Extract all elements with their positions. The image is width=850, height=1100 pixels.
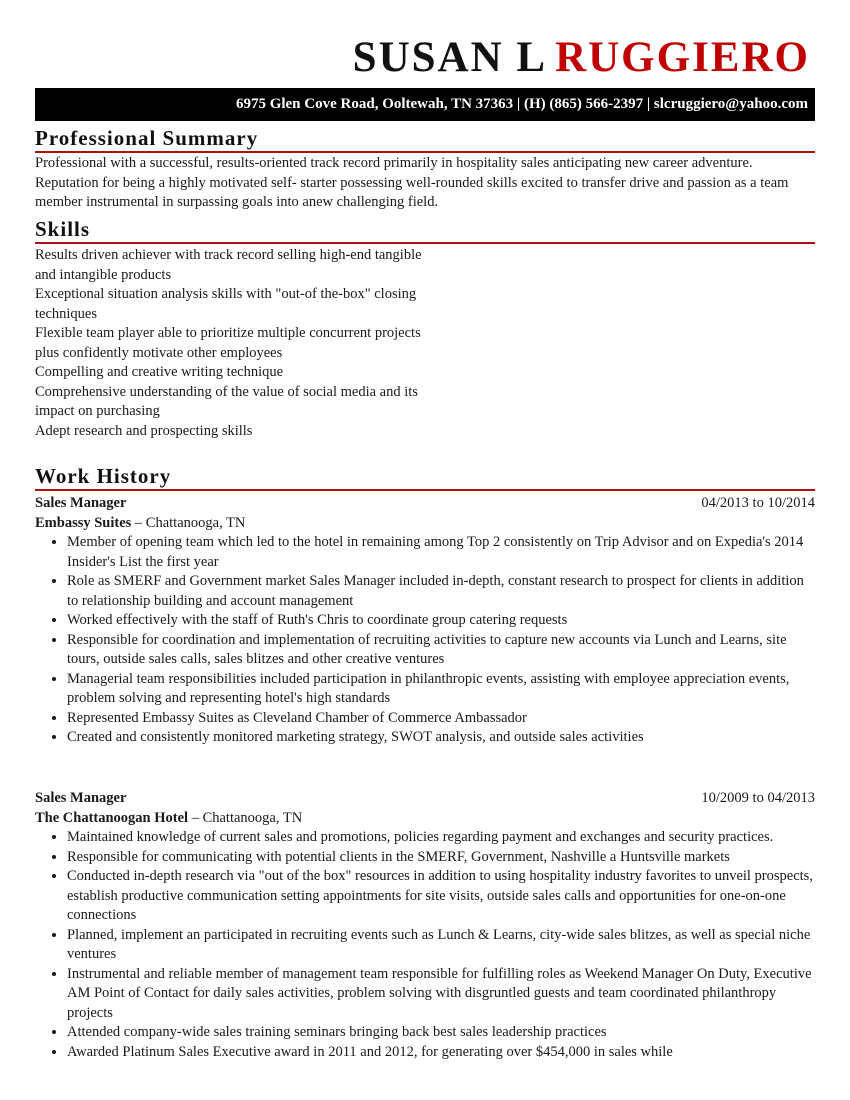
skill-item: Exceptional situation analysis skills with "out-of the-box" closing techniques	[35, 286, 417, 322]
bullet-item: • Planned, implement an participated in recruiting events such as Lunch & Learns, city-wide sales blitzes, as well as special niche ventures	[67, 926, 815, 965]
last-name: RUGGIERO	[555, 34, 810, 81]
skill-item: Results driven achiever with track record selling high-end tangible and intangible products	[35, 247, 422, 283]
skills-title: Skills	[35, 217, 91, 241]
summary-text: Professional with a successful, results-oriented track record primarily in hospitality sales anticipating new career adventure. Reputation for being a highly motivated self- starter possessing well-rounded skills excited to transfer drive and passion as a team member instrumental in surpassing goals into anew challenging field.	[35, 155, 789, 211]
job-bullets	[35, 828, 815, 1062]
skill-item: Flexible team player able to prioritize multiple concurrent projects plus confidently motivate other employees	[35, 325, 421, 361]
job-employer	[35, 809, 815, 829]
bullet-item: • Awarded Platinum Sales Executive award in 2011 and 2012, for generating over $454,000 in sales while	[67, 1043, 815, 1063]
bullet-item: • Member of opening team which led to the hotel in remaining among Top 2 consistently on Trip Advisor and on Expedia's 2014 Insider's List the first year	[67, 533, 815, 572]
bullet-item: • Attended company-wide sales training seminars bringing back best sales leadership practices	[67, 1023, 815, 1043]
summary-title: Professional Summary	[35, 126, 259, 150]
bullet-item: • Role as SMERF and Government market Sales Manager included in-depth, constant research to prospect for clients in addition to relationship building and account management	[67, 572, 815, 611]
job-location: – Chattanooga, TN	[131, 514, 246, 531]
bullet-item: • Conducted in-depth research via "out of the box" resources in addition to using hospitality industry favorites to unveil prospects, establish productive communication setting appointments for site visits, outside sales calls and opportunities for one-on-one connections	[67, 867, 815, 926]
candidate-name	[353, 30, 810, 86]
company-name: The Chattanoogan Hotel	[35, 809, 189, 826]
work-title: Work History	[35, 464, 172, 488]
job-dates: 10/2009 to 04/2013	[701, 790, 815, 806]
job-title: Sales Manager	[35, 790, 127, 806]
job-dates: 04/2013 to 10/2014	[701, 495, 815, 511]
bullet-item: • Instrumental and reliable member of management team responsible for fulfilling roles as Weekend Manager On Duty, Executive AM Point of Contact for daily sales activities, problem solving with disgruntled guests and team coordinated philanthropy projects	[67, 965, 815, 1024]
contact-info: 6975 Glen Cove Road, Ooltewah, TN 37363 | (H) (865) 566-2397 | slcruggiero@yahoo.com	[235, 96, 808, 112]
bullet-item: • Managerial team responsibilities included participation in philanthropic events, assisting with employee appreciation events, problem solving and representing hotel's high standards	[67, 670, 815, 709]
job-employer	[35, 514, 815, 534]
skill-item: Compelling and creative writing technique	[35, 364, 284, 380]
job-entry	[35, 789, 815, 1062]
bullet-item: • Represented Embassy Suites as Cleveland Chamber of Commerce Ambassador	[67, 709, 815, 729]
summary-header	[35, 126, 815, 153]
bullet-item: • Maintained knowledge of current sales and promotions, policies regarding payment and exchanges and security practices.	[67, 828, 815, 848]
bullet-item: • Created and consistently monitored marketing strategy, SWOT analysis, and outside sales activities	[67, 728, 815, 748]
skill-item: Comprehensive understanding of the value of social media and its impact on purchasing	[35, 383, 418, 419]
bullet-item: • Worked effectively with the staff of Ruth's Chris to coordinate group catering requests	[67, 611, 815, 631]
work-header	[35, 464, 815, 491]
bullet-item: • Responsible for communicating with potential clients in the SMERF, Government, Nashville a Huntsville markets	[67, 848, 815, 868]
job-location: – Chattanooga, TN	[188, 809, 303, 826]
company-name: Embassy Suites	[35, 514, 132, 531]
skills-list	[35, 246, 435, 441]
bullet-item: • Responsible for coordination and implementation of recruiting activities to capture new accounts via Lunch and Learns, site tours, outside sales calls, sales blitzes and other creative ventures	[67, 631, 815, 670]
first-name: SUSAN L	[352, 34, 548, 81]
job-bullets	[35, 533, 815, 748]
contact-bar	[35, 88, 815, 121]
job-title: Sales Manager	[35, 495, 127, 511]
job-entry	[35, 494, 815, 748]
skill-item: Adept research and prospecting skills	[35, 422, 253, 439]
skills-header	[35, 217, 815, 244]
